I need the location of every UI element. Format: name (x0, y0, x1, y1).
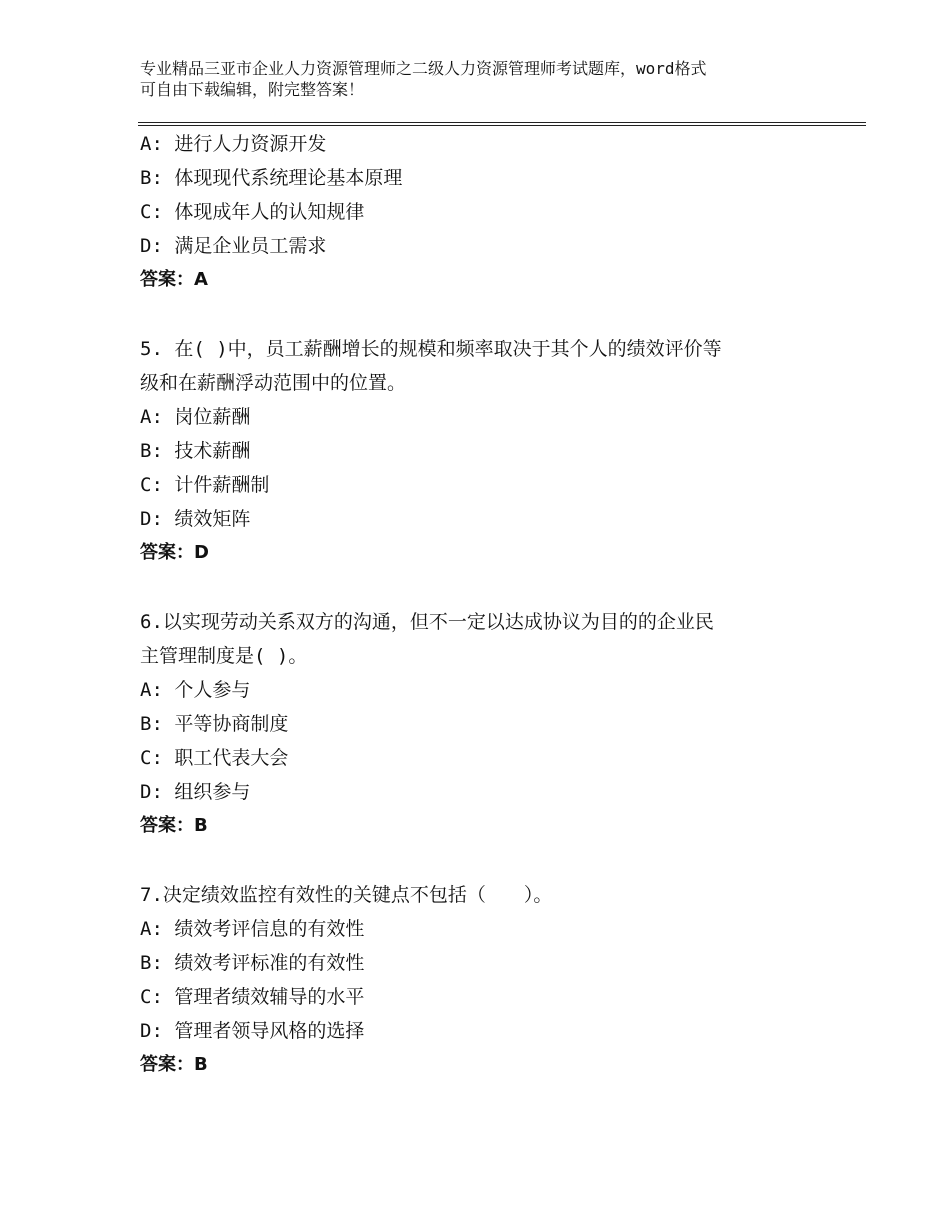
q5-stem-line-2: 级和在薪酬浮动范围中的位置。 (140, 372, 407, 394)
q5-option-c: C: 计件薪酬制 (140, 474, 270, 496)
q6-option-c: C: 职工代表大会 (140, 747, 289, 769)
q5-answer: 答案：D (140, 542, 209, 563)
q7-option-c: C: 管理者绩效辅导的水平 (140, 986, 365, 1008)
q4-option-c: C: 体现成年人的认知规律 (140, 201, 365, 223)
header-divider-bottom (138, 125, 866, 126)
q6-answer: 答案：B (140, 815, 208, 836)
document-header (140, 58, 820, 100)
q6-option-b: B: 平等协商制度 (140, 713, 289, 735)
q6-option-d: D: 组织参与 (140, 781, 251, 803)
q7-option-b: B: 绩效考评标准的有效性 (140, 952, 365, 974)
q7-option-d: D: 管理者领导风格的选择 (140, 1020, 365, 1042)
q7-option-a: A: 绩效考评信息的有效性 (140, 918, 365, 940)
q7-stem-line-1: 7.决定绩效监控有效性的关键点不包括（ ）。 (140, 884, 553, 906)
q4-option-a: A: 进行人力资源开发 (140, 133, 327, 155)
q4-option-b: B: 体现现代系统理论基本原理 (140, 167, 403, 189)
header-line-2: 可自由下载编辑，附完整答案！ (140, 80, 365, 99)
q5-option-d: D: 绩效矩阵 (140, 508, 251, 530)
q4-option-d: D: 满足企业员工需求 (140, 235, 327, 257)
header-divider-top (138, 122, 866, 123)
q7-answer: 答案：B (140, 1054, 208, 1075)
q5-stem-line-1: 5. 在( )中，员工薪酬增长的规模和频率取决于其个人的绩效评价等 (140, 338, 722, 360)
q6-stem-line-1: 6.以实现劳动关系双方的沟通，但不一定以达成协议为目的的企业民 (140, 611, 714, 633)
q6-option-a: A: 个人参与 (140, 679, 251, 701)
header-line-1: 专业精品三亚市企业人力资源管理师之二级人力资源管理师考试题库，word格式 (140, 59, 707, 78)
q5-option-a: A: 岗位薪酬 (140, 406, 251, 428)
q4-answer: 答案：A (140, 269, 208, 290)
q6-stem-line-2: 主管理制度是( )。 (140, 645, 308, 667)
q5-option-b: B: 技术薪酬 (140, 440, 251, 462)
